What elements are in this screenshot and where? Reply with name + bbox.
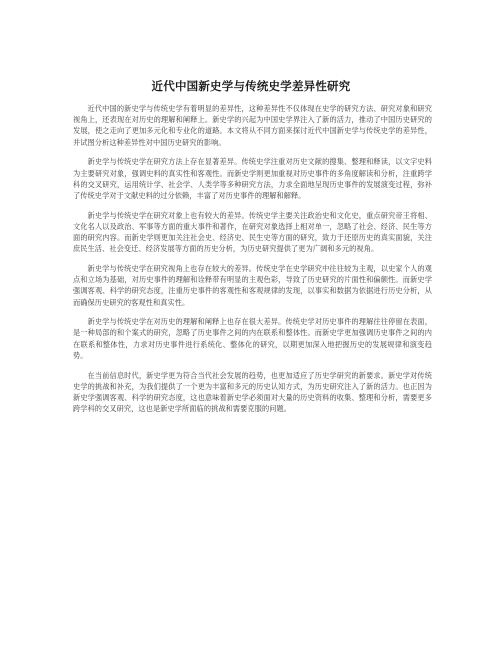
paragraph-2: 新史学与传统史学在研究方法上存在显著差异。传统史学注重对历史文献的搜集、整理和释读，以文字史料为主要研究对象，强调史料的真实性和客观性。而新史学则更加重视对历史事件的多角度解读和分析，注重跨学科的交叉研究，运用统计学、社会学、人类学等多种研究方法，力求全面地呈现历史事件的发展演变过程，弥补了传统史学对于文献史料的过分依赖，丰富了对历史事件的理解和解释。 [73,157,432,200]
paragraph-4: 新史学与传统史学在研究视角上也存在较大的差异。传统史学在史学研究中往往较为主观，以史家个人的观点和立场为基础，对历史事件的理解和诠释带有明显的主观色彩，导致了历史研究的片面性和偏颇性。而新史学强调客观、科学的研究态度，注重历史事件的客观性和客观规律的发现，以事实和数据为依据进行历史分析，从而确保历史研究的客观性和真实性。 [73,263,432,307]
paragraph-6: 在当前信息时代，新史学更为符合当代社会发展的趋势，也更加适应了历史学研究的新要求。新史学对传统史学的挑战和补充，为我们提供了一个更为丰富和多元的历史认知方式，为历史研究注入了新的活力。也正因为新史学强调客观、科学的研究态度，这也意味着新史学必须面对大量的历史资料的收集、整理和分析，需要更多跨学科的交叉研究，这也是新史学所面临的挑战和需要克服的问题。 [73,370,432,414]
paragraph-3: 新史学与传统史学在研究对象上也有较大的差异。传统史学主要关注政治史和文化史，重点研究帝王将相、文化名人以及政治、军事等方面的重大事件和著作，在研究对象选择上相对单一，忽略了社会、经济、民生等方面的研究内容。而新史学则更加关注社会史、经济史、民生史等方面的研究，致力于还原历史的真实面貌，关注庶民生活、社会变迁、经济发展等方面的历史分析，为历史研究提供了更为广阔和多元的视角。 [73,210,432,254]
document-title: 近代中国新史学与传统史学差异性研究 [151,79,351,93]
paragraph-1: 近代中国的新史学与传统史学有着明显的差异性，这种差异性不仅体现在史学的研究方法、研究对象和研究视角上，还表现在对历史的理解和阐释上。新史学的兴起为中国史学界注入了新的活力，推动了中国历史研究的发展，使之走向了更加多元化和专业化的道路。本文将从不同方面来探讨近代中国新史学与传统史学的差异性，并试图分析这种差异性对中国历史研究的影响。 [73,104,432,147]
document-body [73,103,432,423]
paragraph-5: 新史学与传统史学在对历史的理解和阐释上也存在很大差异。传统史学对历史事件的理解往往停留在表面，是一种局部的和个案式的研究，忽略了历史事件之间的内在联系和整体性。而新史学更加强调历史事件之间的内在联系和整体性，力求对历史事件进行系统化、整体化的研究，以期更加深入地把握历史的发展规律和演变趋势。 [73,317,432,360]
